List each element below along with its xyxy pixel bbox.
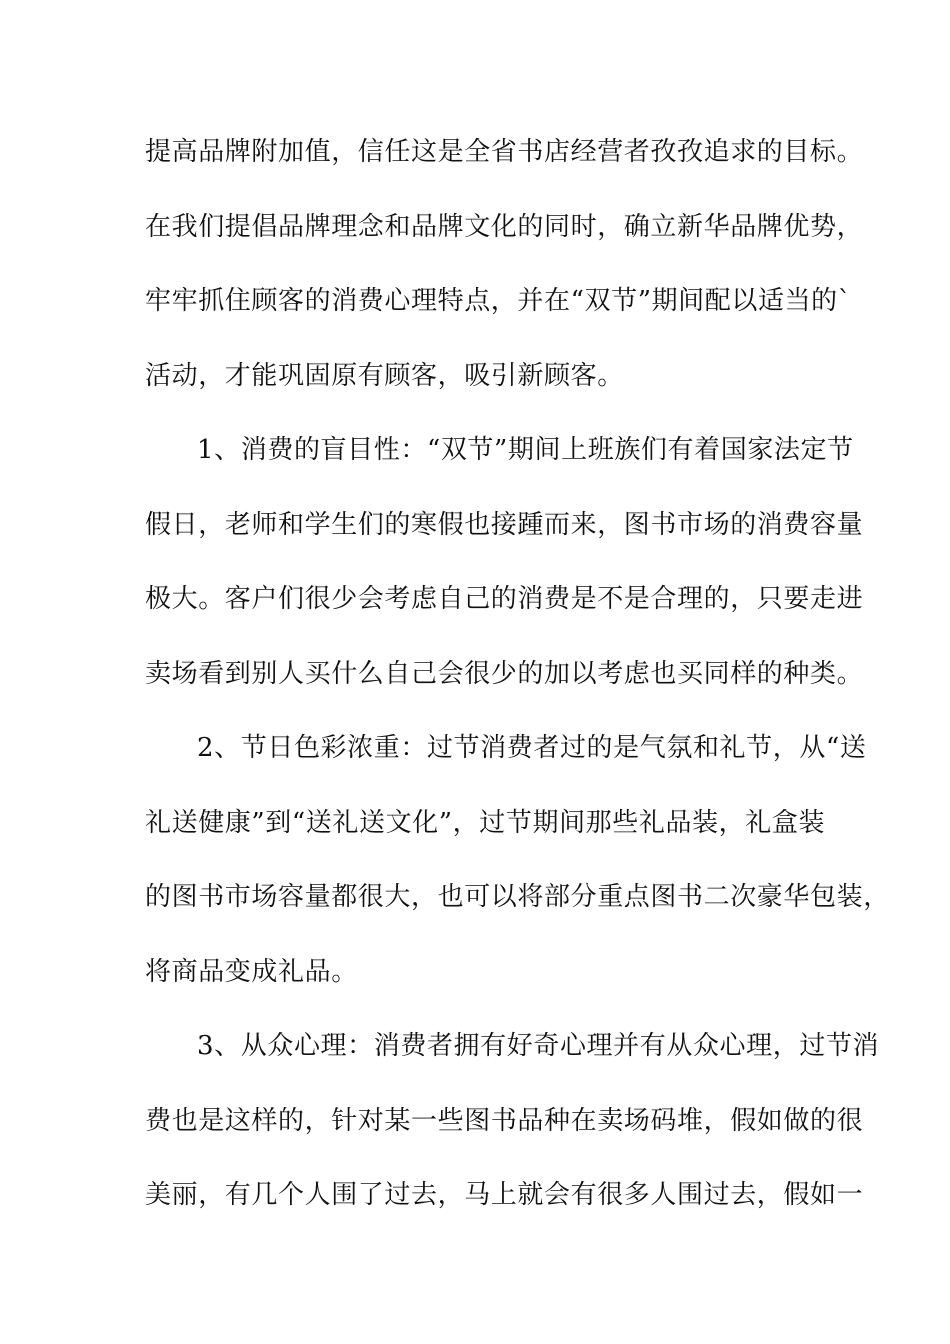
text-line: 活动，才能巩固原有顾客，吸引新顾客。 (145, 361, 624, 391)
text-line: 美丽，有几个人围了过去，马上就会有很多人围过去，假如一 (145, 1180, 864, 1210)
text-line: 卖场看到别人买什么自己会很少的加以考虑也买同样的种类。 (145, 659, 864, 689)
text-line: 的图书市场容量都很大，也可以将部分重点图书二次豪华包装， (145, 882, 890, 912)
text-line: 提高品牌附加值，信任这是全省书店经营者孜孜追求的目标。 (145, 137, 864, 167)
text-line: 费也是这样的，针对某一些图书品种在卖场码堆，假如做的很 (145, 1106, 864, 1136)
list-item-heading: 1、消费的盲目性：“双节”期间上班族们有着国家法定节 (197, 435, 854, 465)
text-line: 牢牢抓住顾客的消费心理特点，并在“双节”期间配以适当的` (145, 286, 852, 316)
text-line: 礼送健康”到“送礼送文化”，过节期间那些礼品装，礼盒装 (145, 808, 826, 838)
text-line: 极大。客户们很少会考虑自己的消费是不是合理的，只要走进 (145, 584, 864, 614)
list-item-heading: 2、节日色彩浓重：过节消费者过的是气氛和礼节，从“送 (197, 733, 867, 763)
text-line: 在我们提倡品牌理念和品牌文化的同时，确立新华品牌优势， (145, 212, 864, 242)
text-line: 将商品变成礼品。 (145, 957, 358, 987)
text-line: 假日，老师和学生们的寒假也接踵而来，图书市场的消费容量 (145, 510, 864, 540)
list-item-heading: 3、从众心理：消费者拥有好奇心理并有从众心理，过节消 (197, 1031, 880, 1061)
